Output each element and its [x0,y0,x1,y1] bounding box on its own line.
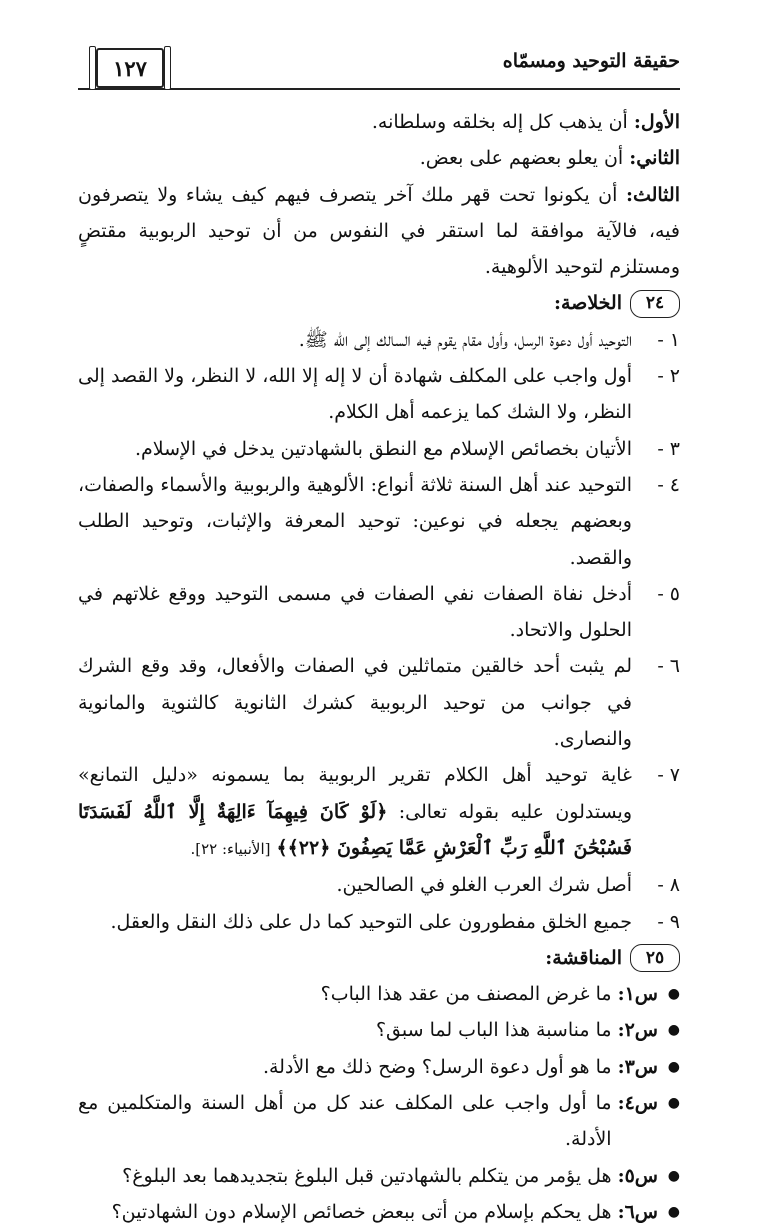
bullet-icon: ● [667,1203,680,1220]
question-item [78,1012,680,1048]
item-number: ٧ - [657,764,680,787]
term-label: الثاني: [629,147,680,170]
quran-verse: ﴿لَوْ كَانَ فِيهِمَآ ءَالِهَةٌ إِلَّا ٱللَّهُ لَفَسَدَتَا فَسُبْحَٰنَ ٱللَّهِ رَبِّ ٱلْعَرْشِ عَمَّا يَصِفُونَ ﴿٢٢﴾﴾ [78,800,632,859]
page-header [78,48,680,92]
question-label: س٥: [617,1164,658,1187]
list-item [78,431,680,467]
item-number: ٩ - [657,910,680,933]
question-label: س٣: [617,1055,658,1078]
question-text: ما مناسبة هذا الباب لما سبق؟ [375,1019,612,1042]
item-text [78,757,632,867]
intro-third [78,177,680,286]
item-number: ٥ - [657,582,680,605]
item-number: ٣ - [657,437,680,460]
item-text: التوحيد عند أهل السنة ثلاثة أنواع: الألوهية والربوبية والأسماء والصفات، وبعضهم يجعله في نوعين: توحيد المعرفة والإثبات، وتوحيد الطلب والقصد. [78,473,632,569]
list-item [78,576,680,649]
question-label: س٢: [617,1019,658,1042]
term-text: أن يعلو بعضهم على بعض. [419,147,624,170]
list-item [78,322,680,358]
term-text: أن يذهب كل إله بخلقه وسلطانه. [371,111,628,133]
item-text: أدخل نفاة الصفات نفي الصفات في مسمى التوحيد ووقع غلاتهم في الحلول والاتحاد. [78,582,632,642]
list-item [78,467,680,576]
bullet-icon: ● [667,1058,680,1075]
question-label: س٦: [617,1200,658,1223]
item-text: لم يثبت أحد خالقين متماثلين في الصفات والأفعال، وقد وقع الشرك في جوانب من توحيد الربوبية كشرك الثانوية كالثنوية والمانوية والنصارى. [78,655,632,751]
item-number: ٦ - [657,655,680,678]
item-text: جميع الخلق مفطورون على التوحيد كما دل على ذلك النقل والعقل. [110,910,632,933]
term-label: الثالث: [625,183,680,206]
list-item [78,904,680,940]
page-number: ١٢٧ [96,48,164,88]
question-item [78,1049,680,1085]
discussion-heading [78,940,680,976]
bullet-icon: ● [667,1095,680,1112]
point-text: غاية توحيد أهل الكلام تقرير الربوبية بما يسمونه «دليل التمانع» ويستدلون عليه بقوله تعالى: [78,764,633,823]
list-item [78,757,680,867]
item-text: التوحيد أول دعوة الرسل، وأول مقام يقوم فيه السالك إلى الله ﷺ. [298,328,632,351]
bullet-icon: ● [667,986,680,1003]
intro-second [78,140,680,176]
question-text: هل يحكم بإسلام من أتى ببعض خصائص الإسلام دون الشهادتين؟ [111,1200,612,1223]
list-item [78,358,680,431]
question-item [78,1194,680,1230]
section-title: المناقشة: [545,946,622,969]
summary-heading [78,285,680,321]
question-label: س١: [617,983,658,1006]
question-text: ما غرض المصنف من عقد هذا الباب؟ [320,983,612,1006]
item-text: أول واجب على المكلف شهادة أن لا إله إلا الله، لا النظر، ولا القصد إلى النظر، ولا الشك كما يزعمه أهل الكلام. [78,365,632,424]
item-number: ٤ - [657,473,680,496]
section-number-badge: ٢٤ [630,290,680,318]
item-number: ٨ - [657,874,680,897]
term-label: الأول: [633,111,680,133]
questions-list [78,976,680,1230]
item-text: أصل شرك العرب الغلو في الصالحين. [336,874,632,897]
question-text: ما أول واجب على المكلف عند كل من أهل السنة والمتكلمين مع الأدلة. [78,1092,612,1151]
bullet-icon: ● [667,1022,680,1039]
question-text: هل يؤمر من يتكلم بالشهادتين قبل البلوغ بتجديدهما بعد البلوغ؟ [122,1164,612,1187]
question-item [78,976,680,1012]
verse-reference: [الأنبياء: ٢٢]. [190,839,271,858]
item-number: ١ - [657,328,680,351]
item-text: الأتيان بخصائص الإسلام مع النطق بالشهادتين يدخل في الإسلام. [134,437,632,460]
question-item [78,1085,680,1158]
summary-list [78,322,680,940]
list-item [78,867,680,903]
bullet-icon: ● [667,1167,680,1184]
page-content [78,104,680,1230]
question-item [78,1158,680,1194]
section-number-badge: ٢٥ [630,944,680,972]
question-text: ما هو أول دعوة الرسل؟ وضح ذلك مع الأدلة. [262,1055,612,1078]
question-label: س٤: [617,1092,658,1115]
section-title: الخلاصة: [553,292,622,315]
term-text: أن يكونوا تحت قهر ملك آخر يتصرف فيهم كيف يشاء ولا يتصرفون فيه، فالآية موافقة لما استقر في النفوس من أن توحيد الربوبية مقتضٍ ومستلزم لتوحيد الألوهية. [78,183,680,279]
item-number: ٢ - [657,365,680,388]
intro-first [78,104,680,140]
book-page [78,0,680,1223]
running-title: حقيقة التوحيد ومسمّاه [502,50,680,72]
list-item [78,648,680,757]
